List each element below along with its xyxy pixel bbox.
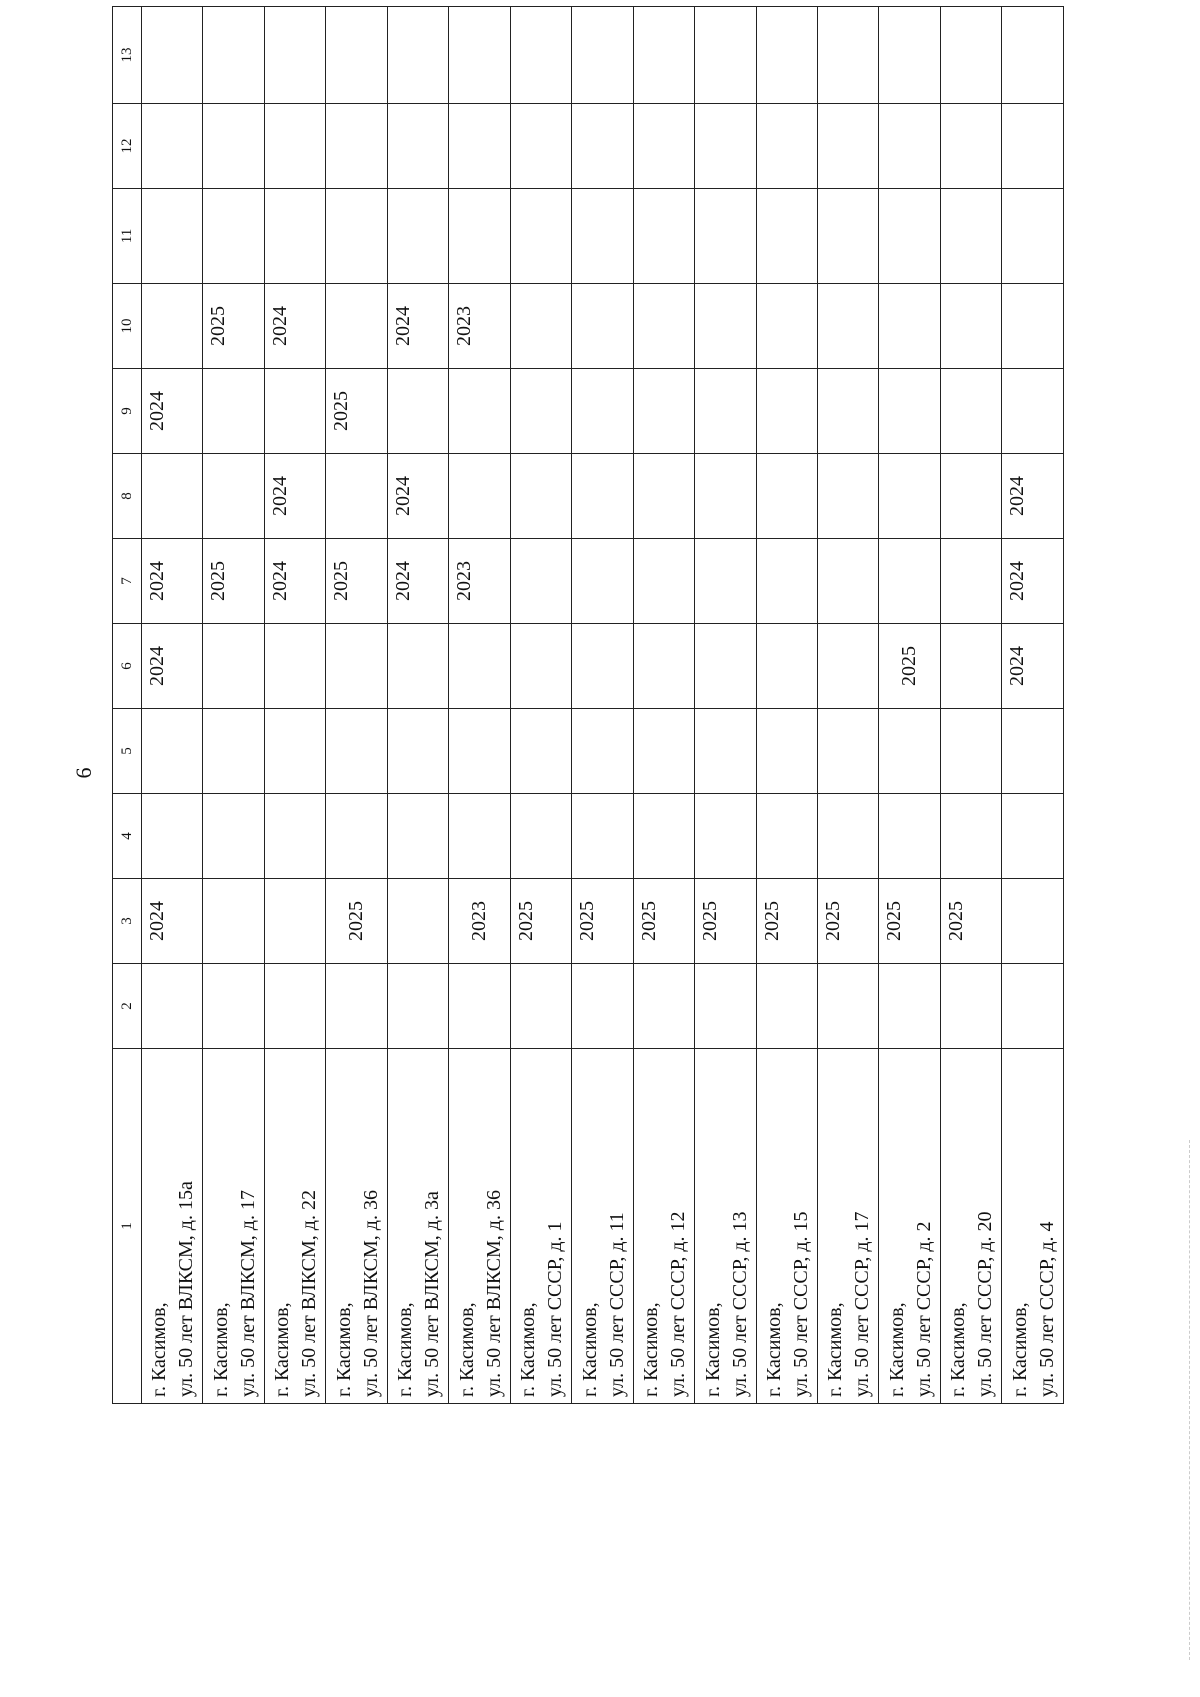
year-cell-col-13: [326, 7, 387, 104]
column-header-8: 8: [113, 454, 142, 539]
year-cell-col-12: [817, 104, 878, 189]
year-cell-col-9: [387, 369, 448, 454]
year-cell-col-3: 2025: [633, 879, 694, 964]
year-cell-col-3: [203, 879, 264, 964]
year-cell-col-6: [264, 624, 325, 709]
year-cell-col-8: [695, 454, 756, 539]
year-cell-col-6: [695, 624, 756, 709]
year-cell-col-9: [879, 369, 940, 454]
year-cell-col-13: [940, 7, 1001, 104]
year-cell-col-9: [572, 369, 633, 454]
year-cell-col-3: 2025: [756, 879, 817, 964]
year-cell-col-3: 2025: [879, 879, 940, 964]
address-street: ул. 50 лет СССР, д. 17: [851, 1211, 874, 1397]
column-header-9: 9: [113, 369, 142, 454]
year-cell-col-7: [633, 539, 694, 624]
year-cell-col-5: [387, 709, 448, 794]
address-cell: [879, 1049, 940, 1404]
address-street: ул. 50 лет ВЛКСМ, д. 36: [359, 1190, 382, 1397]
year-cell-col-12: [326, 104, 387, 189]
year-cell-col-8: 2024: [387, 454, 448, 539]
year-cell-col-10: [817, 284, 878, 369]
year-cell-col-3: 2025: [817, 879, 878, 964]
address-cell: [510, 1049, 571, 1404]
year-cell-col-6: 2025: [879, 624, 940, 709]
year-cell-col-7: [510, 539, 571, 624]
year-cell-col-12: [633, 104, 694, 189]
address-city: г. Касимов,: [455, 1302, 478, 1397]
year-cell-col-7: [756, 539, 817, 624]
column-header-12: 12: [113, 104, 142, 189]
table-row: [142, 7, 203, 1404]
year-cell-col-2: [756, 964, 817, 1049]
year-cell-col-3: 2025: [695, 879, 756, 964]
year-cell-col-4: [817, 794, 878, 879]
table-row: [756, 7, 817, 1404]
year-cell-col-5: [326, 709, 387, 794]
year-cell-col-4: [879, 794, 940, 879]
year-cell-col-3: 2023: [449, 879, 510, 964]
address-city: г. Касимов,: [394, 1302, 417, 1397]
year-cell-col-2: [264, 964, 325, 1049]
table-row: [879, 7, 940, 1404]
address-city: г. Касимов,: [885, 1302, 908, 1397]
address-city: г. Касимов,: [947, 1302, 970, 1397]
year-cell-col-9: 2024: [142, 369, 203, 454]
year-cell-col-8: [817, 454, 878, 539]
year-cell-col-3: [264, 879, 325, 964]
year-cell-col-5: [510, 709, 571, 794]
year-cell-col-8: [142, 454, 203, 539]
year-cell-col-6: 2024: [1002, 624, 1064, 709]
year-cell-col-3: 2025: [940, 879, 1001, 964]
year-cell-col-13: [572, 7, 633, 104]
year-cell-col-2: [817, 964, 878, 1049]
year-cell-col-4: [695, 794, 756, 879]
address-street: ул. 50 лет СССР, д. 20: [974, 1211, 997, 1397]
address-street: ул. 50 лет ВЛКСМ, д. 17: [236, 1190, 259, 1397]
year-cell-col-2: [572, 964, 633, 1049]
address-city: г. Касимов,: [578, 1302, 601, 1397]
year-cell-col-4: [387, 794, 448, 879]
year-cell-col-9: [940, 369, 1001, 454]
address-cell: [203, 1049, 264, 1404]
year-cell-col-7: [879, 539, 940, 624]
table-row: [264, 7, 325, 1404]
year-cell-col-11: [817, 189, 878, 284]
year-cell-col-11: [326, 189, 387, 284]
year-cell-col-3: 2025: [572, 879, 633, 964]
year-cell-col-9: [1002, 369, 1064, 454]
table-row: [326, 7, 387, 1404]
address-street: ул. 50 лет СССР, д. 1: [544, 1221, 567, 1397]
year-cell-col-13: [1002, 7, 1064, 104]
year-cell-col-6: [387, 624, 448, 709]
year-cell-col-7: 2024: [264, 539, 325, 624]
address-city: г. Касимов,: [271, 1302, 294, 1397]
year-cell-col-10: 2025: [203, 284, 264, 369]
year-cell-col-5: [449, 709, 510, 794]
year-cell-col-8: 2024: [1002, 454, 1064, 539]
address-city: г. Касимов,: [332, 1302, 355, 1397]
year-cell-col-4: [940, 794, 1001, 879]
year-cell-col-10: [879, 284, 940, 369]
year-cell-col-8: [572, 454, 633, 539]
year-cell-col-7: 2024: [1002, 539, 1064, 624]
address-cell: [940, 1049, 1001, 1404]
year-cell-col-12: [510, 104, 571, 189]
year-cell-col-12: [572, 104, 633, 189]
year-cell-col-4: [449, 794, 510, 879]
year-cell-col-7: [817, 539, 878, 624]
year-cell-col-10: [510, 284, 571, 369]
table-header-row: [113, 7, 142, 1404]
year-cell-col-13: [142, 7, 203, 104]
year-cell-col-13: [449, 7, 510, 104]
year-cell-col-13: [264, 7, 325, 104]
year-cell-col-10: 2024: [264, 284, 325, 369]
year-cell-col-11: [756, 189, 817, 284]
year-cell-col-13: [633, 7, 694, 104]
year-cell-col-8: [510, 454, 571, 539]
year-cell-col-10: 2023: [449, 284, 510, 369]
column-header-7: 7: [113, 539, 142, 624]
schedule-table: [112, 6, 1064, 1404]
year-cell-col-13: [387, 7, 448, 104]
address-street: ул. 50 лет СССР, д. 15: [789, 1211, 812, 1397]
table-row: [633, 7, 694, 1404]
year-cell-col-4: [510, 794, 571, 879]
year-cell-col-6: [756, 624, 817, 709]
year-cell-col-12: [695, 104, 756, 189]
year-cell-col-12: [756, 104, 817, 189]
column-header-5: 5: [113, 709, 142, 794]
year-cell-col-12: [264, 104, 325, 189]
table-row: [1002, 7, 1064, 1404]
year-cell-col-5: [817, 709, 878, 794]
year-cell-col-4: [756, 794, 817, 879]
year-cell-col-10: [695, 284, 756, 369]
address-city: г. Касимов,: [762, 1302, 785, 1397]
year-cell-col-3: 2024: [142, 879, 203, 964]
year-cell-col-3: 2025: [510, 879, 571, 964]
year-cell-col-4: [1002, 794, 1064, 879]
year-cell-col-11: [142, 189, 203, 284]
address-city: г. Касимов,: [701, 1302, 724, 1397]
address-street: ул. 50 лет ВЛКСМ, д. 36: [482, 1190, 505, 1397]
year-cell-col-6: 2024: [142, 624, 203, 709]
year-cell-col-2: [449, 964, 510, 1049]
year-cell-col-11: [387, 189, 448, 284]
table-row: [572, 7, 633, 1404]
column-header-13: 13: [113, 7, 142, 104]
address-cell: [449, 1049, 510, 1404]
year-cell-col-2: [1002, 964, 1064, 1049]
address-street: ул. 50 лет СССР, д. 13: [728, 1211, 751, 1397]
year-cell-col-5: [264, 709, 325, 794]
year-cell-col-13: [203, 7, 264, 104]
year-cell-col-6: [817, 624, 878, 709]
year-cell-col-8: [203, 454, 264, 539]
year-cell-col-12: [387, 104, 448, 189]
table-row: [203, 7, 264, 1404]
year-cell-col-13: [695, 7, 756, 104]
year-cell-col-2: [695, 964, 756, 1049]
year-cell-col-13: [510, 7, 571, 104]
year-cell-col-11: [879, 189, 940, 284]
year-cell-col-5: [633, 709, 694, 794]
year-cell-col-7: 2025: [326, 539, 387, 624]
year-cell-col-11: [940, 189, 1001, 284]
address-street: ул. 50 лет СССР, д. 4: [1036, 1221, 1058, 1397]
year-cell-col-4: [203, 794, 264, 879]
rotated-table-wrapper: [112, 47, 1064, 1404]
year-cell-col-12: [1002, 104, 1064, 189]
column-header-10: 10: [113, 284, 142, 369]
year-cell-col-5: [572, 709, 633, 794]
year-cell-col-10: [326, 284, 387, 369]
year-cell-col-2: [940, 964, 1001, 1049]
column-header-6: 6: [113, 624, 142, 709]
year-cell-col-4: [142, 794, 203, 879]
scan-edge-mark: [1189, 1140, 1190, 1660]
year-cell-col-13: [817, 7, 878, 104]
address-cell: [633, 1049, 694, 1404]
year-cell-col-2: [326, 964, 387, 1049]
year-cell-col-9: [264, 369, 325, 454]
year-cell-col-2: [633, 964, 694, 1049]
year-cell-col-10: [142, 284, 203, 369]
year-cell-col-8: [756, 454, 817, 539]
address-street: ул. 50 лет ВЛКСМ, д. 3а: [421, 1191, 444, 1397]
year-cell-col-9: [817, 369, 878, 454]
year-cell-col-10: [572, 284, 633, 369]
address-cell: [264, 1049, 325, 1404]
year-cell-col-13: [879, 7, 940, 104]
year-cell-col-8: 2024: [264, 454, 325, 539]
year-cell-col-5: [142, 709, 203, 794]
address-cell: [572, 1049, 633, 1404]
year-cell-col-7: [572, 539, 633, 624]
year-cell-col-2: [387, 964, 448, 1049]
year-cell-col-11: [510, 189, 571, 284]
year-cell-col-6: [633, 624, 694, 709]
year-cell-col-11: [695, 189, 756, 284]
year-cell-col-13: [756, 7, 817, 104]
year-cell-col-11: [264, 189, 325, 284]
address-street: ул. 50 лет СССР, д. 11: [605, 1212, 628, 1397]
year-cell-col-10: [756, 284, 817, 369]
address-city: г. Касимов,: [148, 1302, 171, 1397]
year-cell-col-5: [203, 709, 264, 794]
year-cell-col-12: [449, 104, 510, 189]
year-cell-col-11: [203, 189, 264, 284]
year-cell-col-4: [572, 794, 633, 879]
address-city: г. Касимов,: [640, 1302, 663, 1397]
year-cell-col-9: [695, 369, 756, 454]
address-cell: [1002, 1049, 1064, 1404]
year-cell-col-9: [510, 369, 571, 454]
table-row: [940, 7, 1001, 1404]
table-row: [510, 7, 571, 1404]
year-cell-col-7: 2023: [449, 539, 510, 624]
year-cell-col-7: [940, 539, 1001, 624]
year-cell-col-11: [449, 189, 510, 284]
year-cell-col-12: [142, 104, 203, 189]
address-cell: [387, 1049, 448, 1404]
column-header-4: 4: [113, 794, 142, 879]
column-header-11: 11: [113, 189, 142, 284]
column-header-1: 1: [113, 1049, 142, 1404]
year-cell-col-3: 2025: [326, 879, 387, 964]
year-cell-col-8: [326, 454, 387, 539]
year-cell-col-5: [940, 709, 1001, 794]
address-cell: [817, 1049, 878, 1404]
year-cell-col-10: 2024: [387, 284, 448, 369]
year-cell-col-5: [879, 709, 940, 794]
column-header-2: 2: [113, 964, 142, 1049]
year-cell-col-7: 2024: [142, 539, 203, 624]
year-cell-col-10: [940, 284, 1001, 369]
year-cell-col-11: [1002, 189, 1064, 284]
year-cell-col-11: [572, 189, 633, 284]
year-cell-col-9: [203, 369, 264, 454]
year-cell-col-9: [633, 369, 694, 454]
year-cell-col-6: [510, 624, 571, 709]
year-cell-col-6: [326, 624, 387, 709]
table-row: [449, 7, 510, 1404]
table-row: [817, 7, 878, 1404]
table-body: [142, 7, 1064, 1404]
year-cell-col-8: [633, 454, 694, 539]
year-cell-col-6: [940, 624, 1001, 709]
year-cell-col-8: [879, 454, 940, 539]
address-city: г. Касимов,: [1009, 1302, 1031, 1397]
year-cell-col-9: 2025: [326, 369, 387, 454]
year-cell-col-5: [1002, 709, 1064, 794]
year-cell-col-4: [264, 794, 325, 879]
year-cell-col-11: [633, 189, 694, 284]
year-cell-col-2: [879, 964, 940, 1049]
year-cell-col-10: [633, 284, 694, 369]
year-cell-col-8: [449, 454, 510, 539]
year-cell-col-2: [142, 964, 203, 1049]
address-street: ул. 50 лет ВЛКСМ, д. 22: [298, 1190, 321, 1397]
year-cell-col-7: 2025: [203, 539, 264, 624]
year-cell-col-12: [940, 104, 1001, 189]
year-cell-col-12: [879, 104, 940, 189]
table-row: [387, 7, 448, 1404]
address-street: ул. 50 лет СССР, д. 12: [667, 1211, 690, 1397]
year-cell-col-8: [940, 454, 1001, 539]
address-city: г. Касимов,: [209, 1302, 232, 1397]
address-cell: [756, 1049, 817, 1404]
year-cell-col-4: [633, 794, 694, 879]
year-cell-col-12: [203, 104, 264, 189]
address-city: г. Касимов,: [824, 1302, 847, 1397]
column-header-3: 3: [113, 879, 142, 964]
address-street: ул. 50 лет ВЛКСМ, д. 15а: [175, 1181, 198, 1397]
table-row: [695, 7, 756, 1404]
address-cell: [695, 1049, 756, 1404]
year-cell-col-9: [449, 369, 510, 454]
address-cell: [326, 1049, 387, 1404]
year-cell-col-2: [203, 964, 264, 1049]
address-cell: [142, 1049, 203, 1404]
year-cell-col-7: [695, 539, 756, 624]
year-cell-col-6: [572, 624, 633, 709]
address-city: г. Касимов,: [517, 1302, 540, 1397]
year-cell-col-5: [695, 709, 756, 794]
year-cell-col-10: [1002, 284, 1064, 369]
year-cell-col-4: [326, 794, 387, 879]
year-cell-col-9: [756, 369, 817, 454]
year-cell-col-6: [203, 624, 264, 709]
year-cell-col-5: [756, 709, 817, 794]
year-cell-col-7: 2024: [387, 539, 448, 624]
year-cell-col-2: [510, 964, 571, 1049]
year-cell-col-3: [387, 879, 448, 964]
address-street: ул. 50 лет СССР, д. 2: [912, 1221, 935, 1397]
year-cell-col-3: [1002, 879, 1064, 964]
page-number: 6: [71, 767, 96, 779]
year-cell-col-6: [449, 624, 510, 709]
